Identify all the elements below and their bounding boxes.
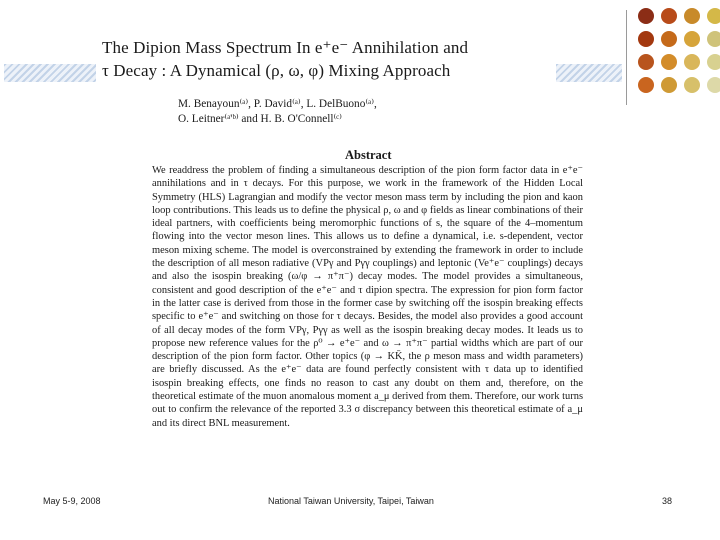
decorative-dot [661,54,677,70]
decorative-dot [684,8,700,24]
decorative-dot [707,8,720,24]
decorative-dot [707,77,720,93]
decorative-dot [638,8,654,24]
paper-title [102,36,522,82]
decorative-dot [661,8,677,24]
authors-line-1: M. Benayoun⁽ᵃ⁾, P. David⁽ᵃ⁾, L. DelBuono⁽ᵃ⁾, [178,98,377,110]
footer-page-number: 38 [662,496,673,506]
footer-venue: National Taiwan University, Taipei, Taiwan [268,496,434,506]
decorative-dot [707,54,720,70]
paper-authors [178,97,448,127]
decorative-dot [638,54,654,70]
decorative-dot [661,77,677,93]
decorative-dot [661,31,677,47]
paper-title-line-2: τ Decay : A Dynamical (ρ, ω, φ) Mixing Approach [102,61,451,80]
abstract-body: We readdress the problem of finding a simultaneous description of the pion form factor data in e⁺e⁻ annihilations and in τ decays. For this purpose, we work in the framework of the Hidden Local Symmetry (HLS) Lagrangian and modify the vector meson mass term by including the pion and kaon loop contributions. This leads us to define the physical ρ, ω and φ fields as linear combinations of their ideal partners, with coefficients being meromorphic functions of s, the square of the 4–momentum flowing into the vector meson lines. This allows us to define a dynamical, i.e. s-dependent, vector meson mixing scheme. The model is overconstrained by extending the framework in order to include the description of all meson radiative (VPγ and Pγγ couplings) and leptonic (Ve⁺e⁻ couplings) decays and also the isospin breaking (ω/φ → π⁺π⁻) decay modes. The model provides a simultaneous, consistent and good description of the e⁺e⁻ and τ dipion spectra. The expression for pion form factor in the latter case is derived from those in the former case by switching off the isospin breaking effects specific to e⁺e⁻ and switching on those for τ decays. Besides, the model also provides a good account of all decay modes of the form VPγ, Pγγ as well as the isospin breaking decay modes. It leads us to propose new reference values for the ρ⁰ → e⁺e⁻ and ω → π⁺π⁻ partial widths which are part of our description of the pion form factor. Other topics (φ → KK̄, the ρ meson mass and width parameters) are briefly discussed. As the e⁺e⁻ data are found perfectly consistent with τ data up to identified isospin breaking effects, one finds no reason to cast any doubt on them and, therefore, on the theoretical estimate of the muon anomalous moment a_μ derived from them. Therefore, our work turns out to confirm the relevance of the reported 3.3 σ discrepancy between this theoretical estimate of a_μ and its direct BNL measurement. [152,165,583,429]
decorative-stripe-left [4,64,96,82]
decorative-stripe-right [556,64,622,82]
decorative-dot [707,31,720,47]
decorative-dot [684,54,700,70]
decorative-dot [638,77,654,93]
abstract-heading: Abstract [345,148,392,162]
decorative-dot [684,77,700,93]
decorative-dot [638,31,654,47]
paper-title-line-1: The Dipion Mass Spectrum In e⁺e⁻ Annihilation and [102,38,469,57]
footer-date: May 5-9, 2008 [43,496,101,506]
decorative-dot-grid [638,8,720,93]
authors-line-2: O. Leitner⁽ᵃ'ᵇ⁾ and H. B. O'Connell⁽ᶜ⁾ [178,113,342,125]
divider-line [626,10,627,105]
decorative-dot [684,31,700,47]
